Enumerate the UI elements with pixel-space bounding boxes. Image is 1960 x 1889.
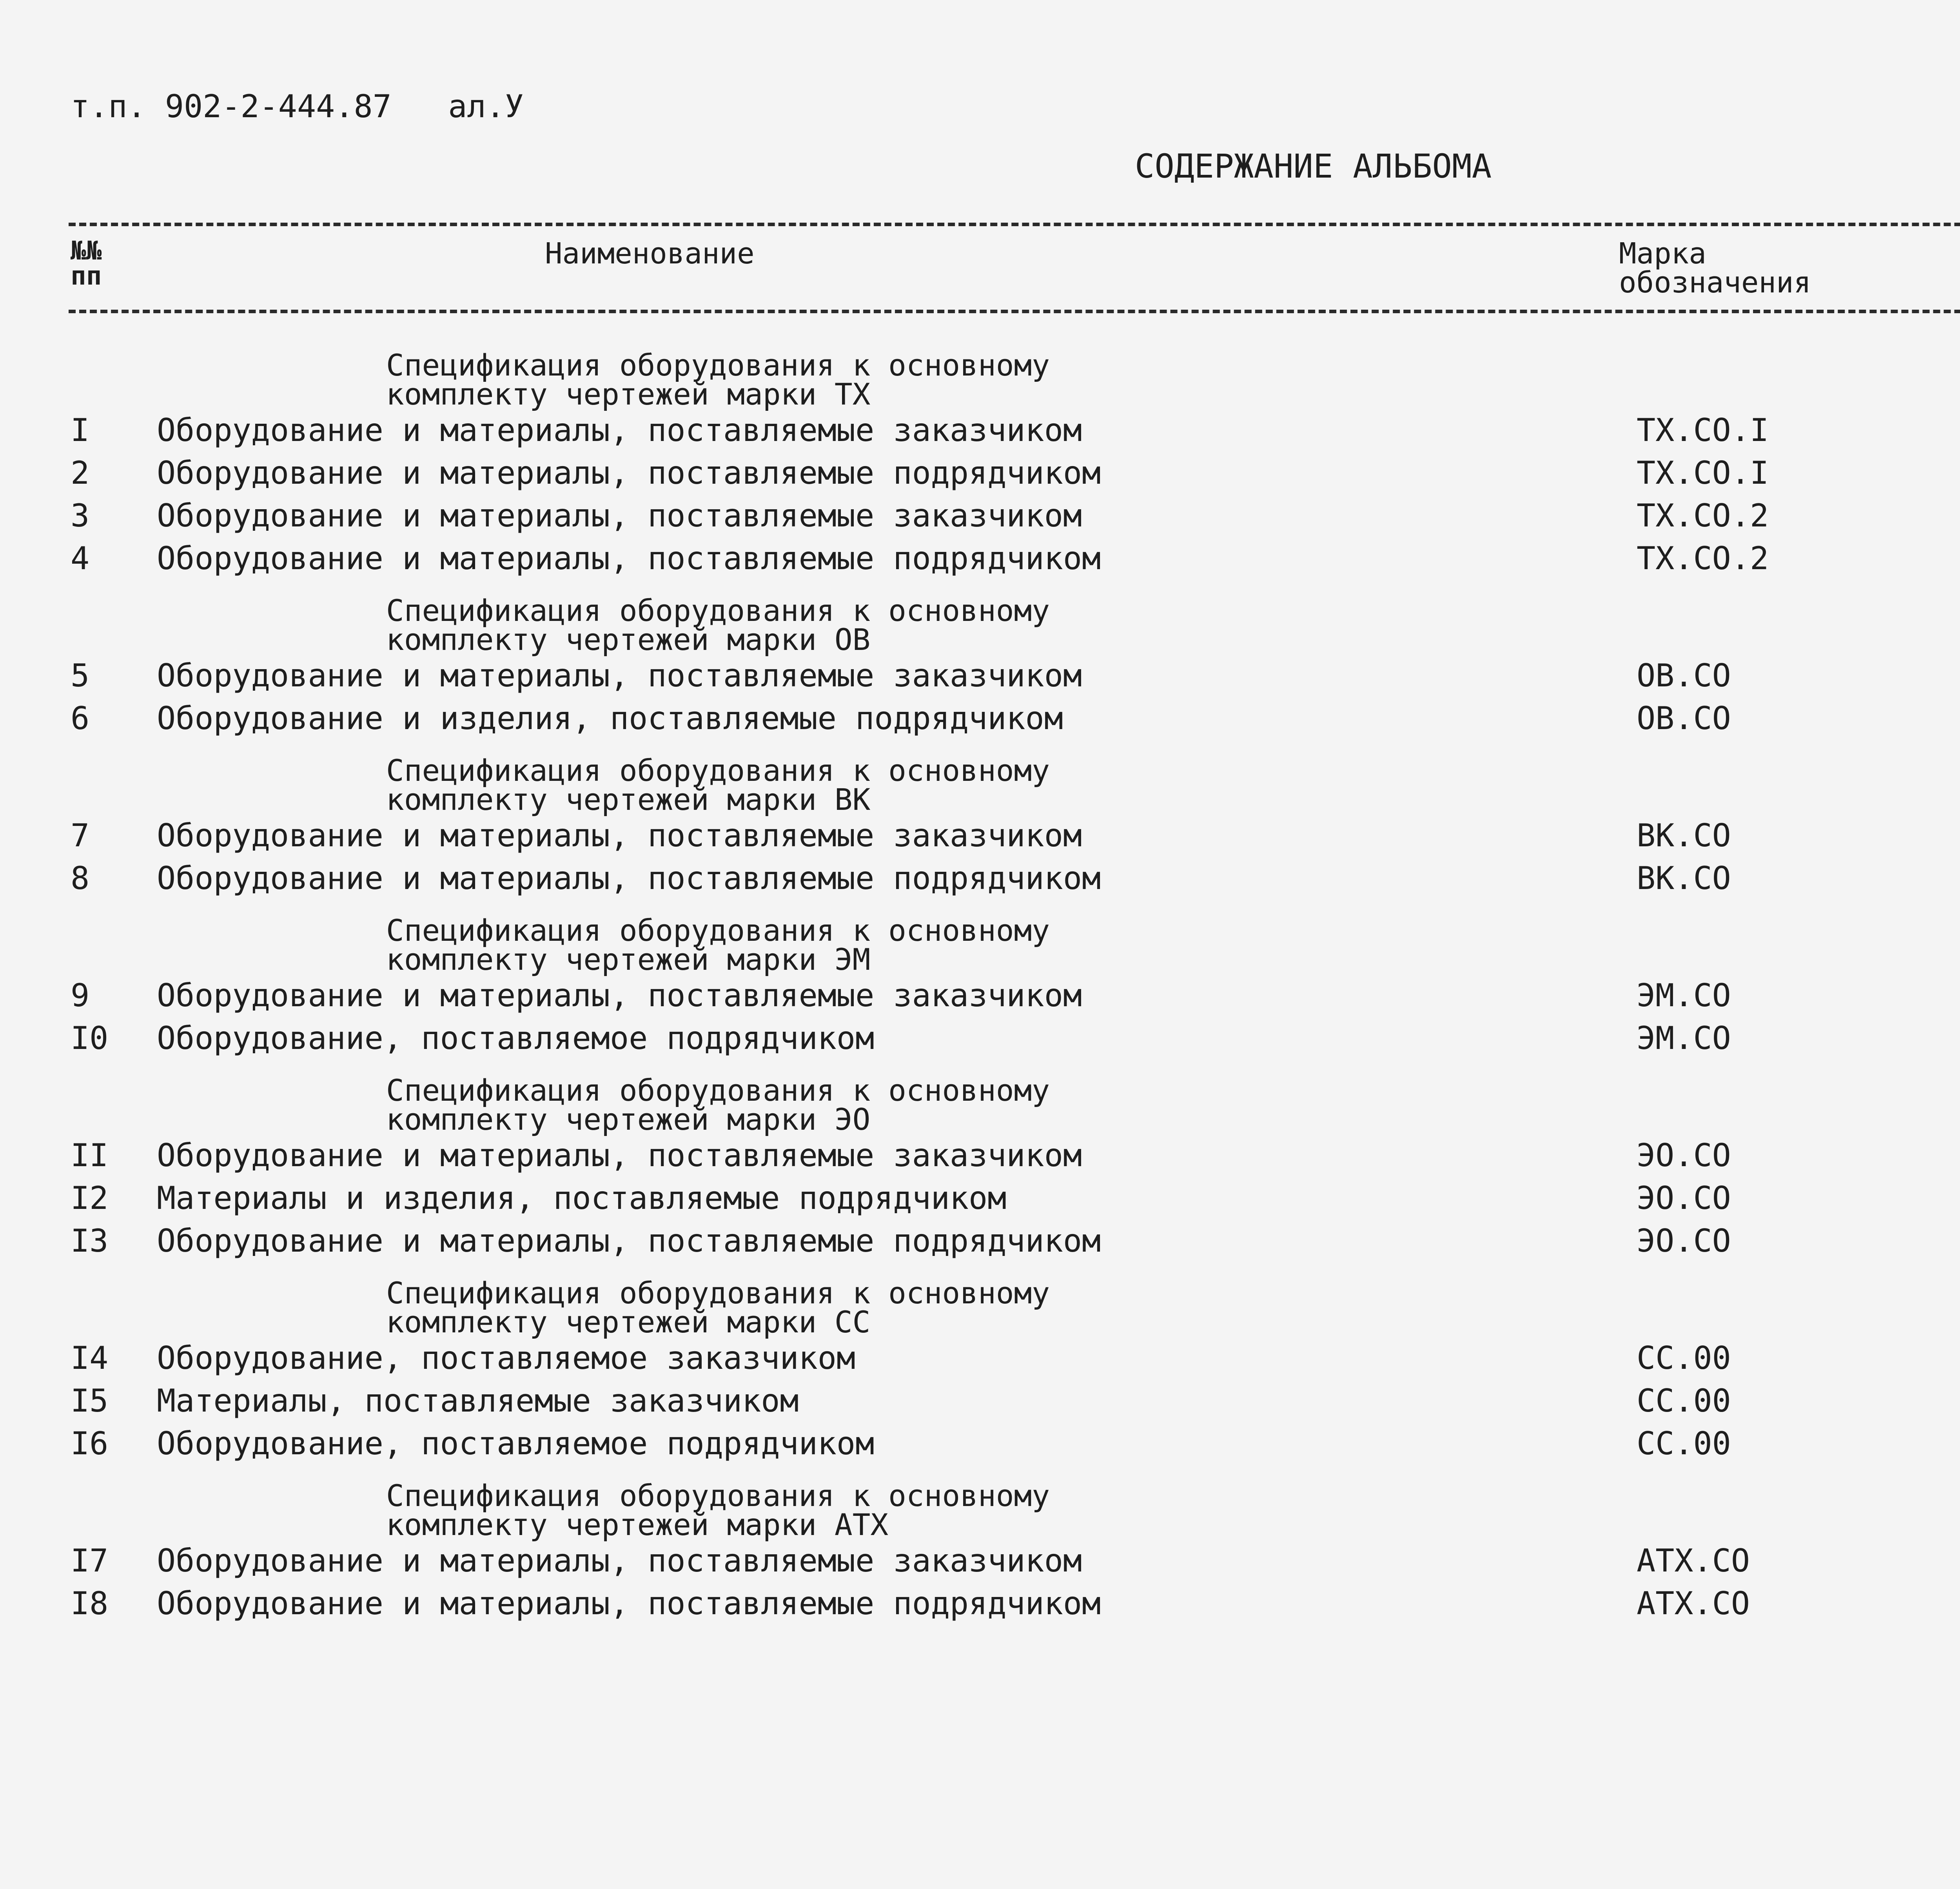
table-row [0, 1017, 1960, 1060]
row-mark: ЭО.СО [1637, 1180, 1731, 1216]
row-name: Оборудование и материалы, поставляемые заказчиком [157, 817, 1082, 854]
row-number: 7 [71, 817, 90, 854]
table-row [0, 654, 1960, 697]
table-row [0, 1582, 1960, 1625]
table-row [0, 1337, 1960, 1379]
section-heading [0, 1276, 1960, 1339]
row-name: Оборудование и материалы, поставляемые заказчиком [157, 412, 1082, 448]
row-mark: ЭО.СО [1637, 1137, 1731, 1174]
table-row [0, 1422, 1960, 1465]
row-name: Материалы, поставляемые заказчиком [157, 1383, 799, 1419]
row-name: Оборудование и материалы, поставляемые подрядчиком [157, 455, 1101, 491]
table-row [0, 814, 1960, 857]
contents-table [0, 348, 1960, 1625]
row-name: Оборудование и материалы, поставляемые заказчиком [157, 1542, 1082, 1579]
table-row [0, 697, 1960, 740]
table-row [0, 537, 1960, 580]
row-number: I0 [71, 1020, 109, 1056]
section-heading-line: комплекту чертежей марки ТХ [386, 377, 871, 412]
row-mark: ВК.СО [1637, 860, 1731, 896]
section-heading-line: Спецификация оборудования к основному [386, 1073, 1050, 1108]
table-row [0, 974, 1960, 1017]
row-number: I [71, 412, 90, 448]
column-header-num: №№ пп [71, 236, 102, 291]
row-number: 5 [71, 657, 90, 694]
table-row [0, 452, 1960, 494]
row-mark: СС.00 [1637, 1425, 1731, 1462]
row-mark: АТХ.СО [1637, 1542, 1750, 1579]
section-heading [0, 1478, 1960, 1542]
table-row [0, 1539, 1960, 1582]
row-name: Оборудование и изделия, поставляемые подрядчиком [157, 700, 1063, 737]
section-heading-line: комплекту чертежей марки СС [386, 1305, 871, 1339]
section-heading-line: Спецификация оборудования к основному [386, 1276, 1050, 1310]
row-mark: ТХ.СО.I [1637, 455, 1769, 491]
row-name: Оборудование и материалы, поставляемые подрядчиком [157, 540, 1101, 577]
row-mark: ЭМ.СО [1637, 1020, 1731, 1056]
section-heading-line: комплекту чертежей марки АТХ [386, 1507, 889, 1542]
header-top-rule [69, 223, 1960, 226]
row-name: Оборудование и материалы, поставляемые заказчиком [157, 497, 1082, 534]
header-bottom-rule [69, 310, 1960, 313]
row-mark: СС.00 [1637, 1383, 1731, 1419]
section-heading [0, 593, 1960, 657]
row-name: Оборудование и материалы, поставляемые подрядчиком [157, 1223, 1101, 1259]
section-heading-line: Спецификация оборудования к основному [386, 593, 1050, 628]
section-heading-line: комплекту чертежей марки ВК [386, 782, 871, 817]
row-mark: ЭО.СО [1637, 1223, 1731, 1259]
row-mark: ОВ.СО [1637, 657, 1731, 694]
row-number: I8 [71, 1585, 109, 1622]
row-number: I7 [71, 1542, 109, 1579]
section-heading-line: Спецификация оборудования к основному [386, 913, 1050, 948]
section-heading-line: Спецификация оборудования к основному [386, 348, 1050, 383]
row-mark: ТХ.СО.I [1637, 412, 1769, 448]
row-number: I3 [71, 1223, 109, 1259]
table-row [0, 494, 1960, 537]
row-mark: ЭМ.СО [1637, 977, 1731, 1014]
row-number: 9 [71, 977, 90, 1014]
table-row [0, 1177, 1960, 1219]
row-number: 6 [71, 700, 90, 737]
page-title: СОДЕРЖАНИЕ АЛЬБОМА [1134, 147, 1492, 185]
table-row [0, 1379, 1960, 1422]
section-heading [0, 348, 1960, 412]
section-heading-line: комплекту чертежей марки ОВ [386, 622, 871, 657]
row-name: Материалы и изделия, поставляемые подрядчиком [157, 1180, 1007, 1216]
row-name: Оборудование и материалы, поставляемые заказчиком [157, 657, 1082, 694]
row-number: 2 [71, 455, 90, 491]
row-number: I2 [71, 1180, 109, 1216]
section-heading-line: Спецификация оборудования к основному [386, 1478, 1050, 1513]
row-mark: ТХ.СО.2 [1637, 540, 1769, 577]
section-heading [0, 753, 1960, 817]
row-name: Оборудование и материалы, поставляемые подрядчиком [157, 1585, 1101, 1622]
row-name: Оборудование, поставляемое подрядчиком [157, 1020, 875, 1056]
row-number: I5 [71, 1383, 109, 1419]
row-mark: ТХ.СО.2 [1637, 497, 1769, 534]
row-name: Оборудование и материалы, поставляемые подрядчиком [157, 860, 1101, 896]
row-number: II [71, 1137, 109, 1174]
table-row [0, 409, 1960, 452]
section-heading [0, 913, 1960, 977]
section-heading-line: комплекту чертежей марки ЭМ [386, 942, 871, 977]
row-name: Оборудование, поставляемое заказчиком [157, 1340, 856, 1376]
document-code: т.п. 902-2-444.87 ал.У [71, 88, 524, 125]
row-number: 4 [71, 540, 90, 577]
section-heading-line: Спецификация оборудования к основному [386, 753, 1050, 788]
section-heading [0, 1073, 1960, 1137]
column-header-mark: Марка обозначения [1619, 237, 1811, 299]
section-heading-line: комплекту чертежей марки ЭО [386, 1102, 871, 1137]
table-row [0, 1134, 1960, 1177]
row-mark: СС.00 [1637, 1340, 1731, 1376]
row-number: 3 [71, 497, 90, 534]
row-name: Оборудование и материалы, поставляемые заказчиком [157, 977, 1082, 1014]
row-number: 8 [71, 860, 90, 896]
row-mark: ОВ.СО [1637, 700, 1731, 737]
row-number: I4 [71, 1340, 109, 1376]
table-row [0, 1219, 1960, 1262]
column-header-name: Наименование [545, 237, 755, 270]
row-number: I6 [71, 1425, 109, 1462]
row-name: Оборудование, поставляемое подрядчиком [157, 1425, 875, 1462]
row-name: Оборудование и материалы, поставляемые заказчиком [157, 1137, 1082, 1174]
row-mark: ВК.СО [1637, 817, 1731, 854]
table-row [0, 857, 1960, 900]
row-mark: АТХ.СО [1637, 1585, 1750, 1622]
